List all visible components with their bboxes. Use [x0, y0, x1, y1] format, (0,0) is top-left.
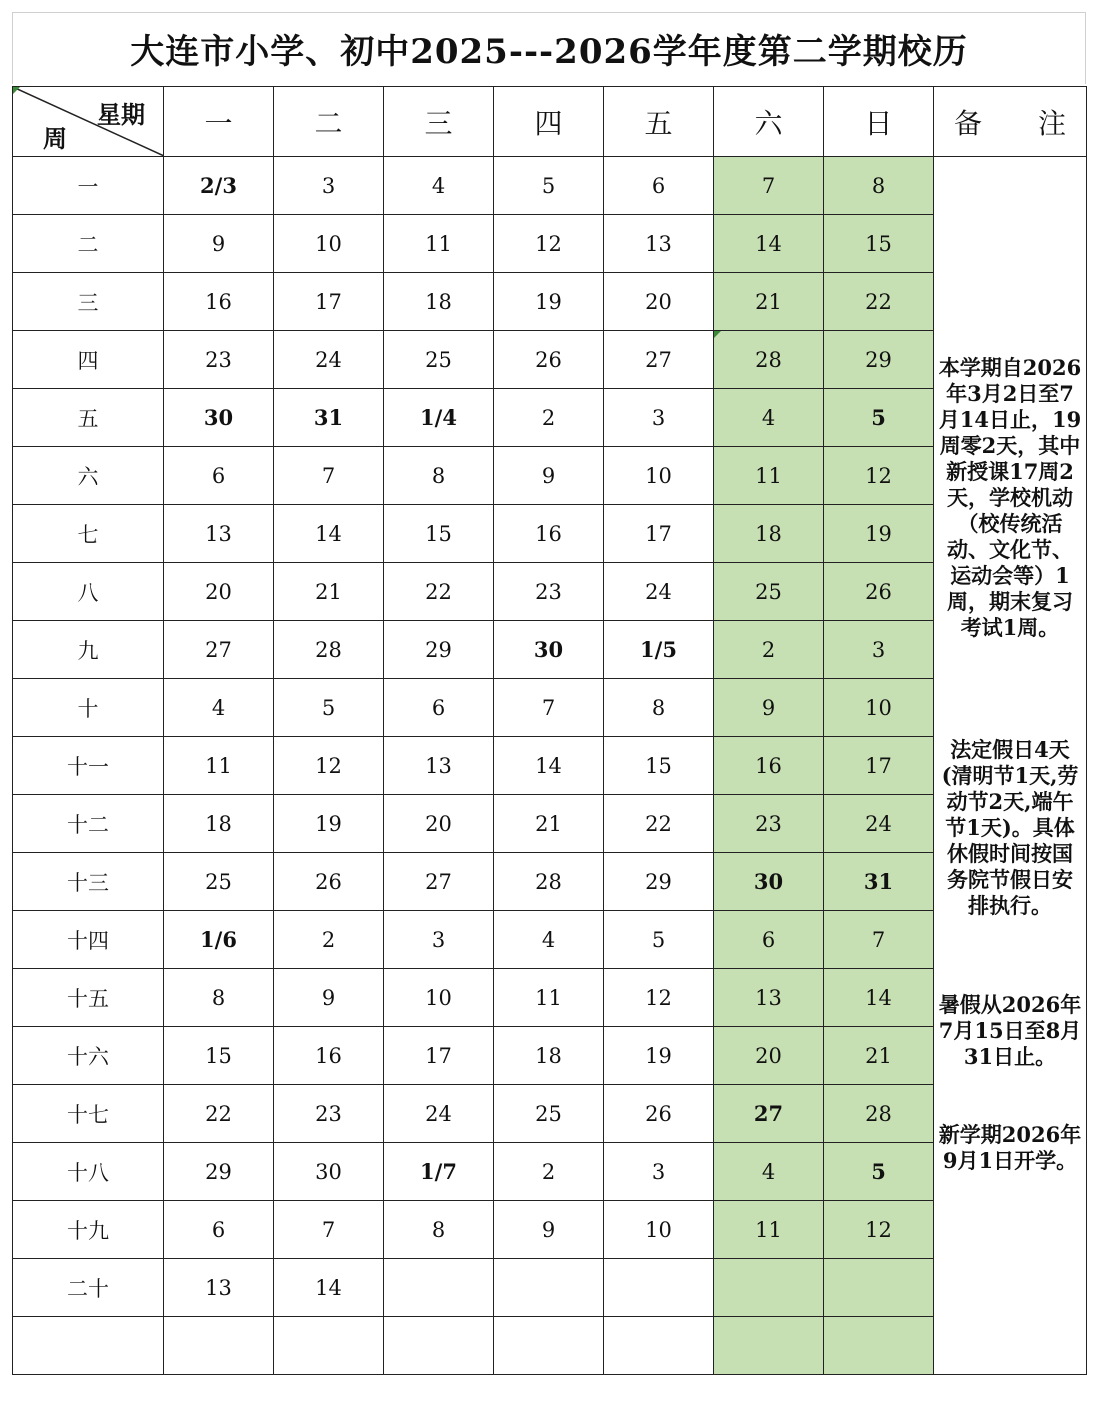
- date-cell: 29: [164, 1143, 274, 1201]
- date-cell: 13: [164, 1259, 274, 1317]
- weekend-date-cell: 14: [824, 969, 934, 1027]
- weekend-date-cell: 15: [824, 215, 934, 273]
- diagonal-header-cell: [13, 87, 164, 157]
- weekend-date-cell: 9: [714, 679, 824, 737]
- date-cell: 10: [604, 447, 714, 505]
- date-cell: 1/4: [384, 389, 494, 447]
- date-cell: [494, 1317, 604, 1375]
- weekend-date-cell: 25: [714, 563, 824, 621]
- date-cell: 25: [494, 1085, 604, 1143]
- week-row: [13, 505, 1087, 563]
- date-cell: 11: [164, 737, 274, 795]
- date-cell: 10: [274, 215, 384, 273]
- date-cell: 8: [384, 447, 494, 505]
- weekend-date-cell: 29: [824, 331, 934, 389]
- date-cell: 26: [604, 1085, 714, 1143]
- date-cell: 18: [164, 795, 274, 853]
- date-cell: 9: [494, 447, 604, 505]
- date-cell: 22: [604, 795, 714, 853]
- date-cell: 17: [604, 505, 714, 563]
- week-number-cell: 十九: [13, 1201, 164, 1259]
- weekend-date-cell: 26: [824, 563, 934, 621]
- date-cell: 30: [274, 1143, 384, 1201]
- weekend-date-cell: 4: [714, 389, 824, 447]
- note-paragraph: 新学期2026年9月1日开学。: [938, 1122, 1082, 1173]
- date-cell: 18: [384, 273, 494, 331]
- date-cell: 4: [384, 157, 494, 215]
- date-cell: 9: [274, 969, 384, 1027]
- weekend-date-cell: [714, 1259, 824, 1317]
- date-cell: 14: [494, 737, 604, 795]
- week-row: [13, 1317, 1087, 1375]
- date-cell: 29: [384, 621, 494, 679]
- week-number-cell: 二十: [13, 1259, 164, 1317]
- week-row: [13, 679, 1087, 737]
- date-cell: 12: [604, 969, 714, 1027]
- week-number-cell: 十: [13, 679, 164, 737]
- weekend-date-cell: [714, 1317, 824, 1375]
- date-cell: 13: [384, 737, 494, 795]
- weekday-header-wed: 三: [384, 87, 494, 157]
- date-cell: 9: [164, 215, 274, 273]
- weekend-date-cell: 18: [714, 505, 824, 563]
- week-row: [13, 331, 1087, 389]
- week-row: [13, 273, 1087, 331]
- date-cell: 27: [164, 621, 274, 679]
- date-cell: 6: [164, 447, 274, 505]
- week-row: [13, 447, 1087, 505]
- date-cell: [384, 1317, 494, 1375]
- date-cell: 6: [384, 679, 494, 737]
- date-cell: 7: [274, 447, 384, 505]
- weekday-header-thu: 四: [494, 87, 604, 157]
- date-cell: 23: [494, 563, 604, 621]
- date-cell: 21: [494, 795, 604, 853]
- date-cell: 13: [604, 215, 714, 273]
- weekend-date-cell: 5: [824, 389, 934, 447]
- date-cell: 16: [274, 1027, 384, 1085]
- week-row: [13, 737, 1087, 795]
- week-row: [13, 563, 1087, 621]
- date-cell: 8: [164, 969, 274, 1027]
- date-cell: 5: [604, 911, 714, 969]
- date-cell: 23: [274, 1085, 384, 1143]
- week-number-cell: 九: [13, 621, 164, 679]
- weekend-date-cell: 20: [714, 1027, 824, 1085]
- week-row: [13, 621, 1087, 679]
- date-cell: 21: [274, 563, 384, 621]
- date-cell: 28: [494, 853, 604, 911]
- weekend-date-cell: 16: [714, 737, 824, 795]
- date-cell: 13: [164, 505, 274, 563]
- date-cell: 2: [494, 389, 604, 447]
- date-cell: 16: [164, 273, 274, 331]
- weekend-date-cell: 11: [714, 1201, 824, 1259]
- weekend-date-cell: 24: [824, 795, 934, 853]
- date-cell: 2: [274, 911, 384, 969]
- date-cell: 11: [494, 969, 604, 1027]
- date-cell: 2: [494, 1143, 604, 1201]
- date-cell: 17: [274, 273, 384, 331]
- week-number-cell: 十四: [13, 911, 164, 969]
- weekend-date-cell: 4: [714, 1143, 824, 1201]
- week-row: [13, 215, 1087, 273]
- date-cell: 1/5: [604, 621, 714, 679]
- weekend-date-cell: 11: [714, 447, 824, 505]
- week-row: [13, 157, 1087, 215]
- week-number-cell: 八: [13, 563, 164, 621]
- date-cell: 10: [384, 969, 494, 1027]
- date-cell: 10: [604, 1201, 714, 1259]
- date-cell: 15: [604, 737, 714, 795]
- date-cell: 20: [604, 273, 714, 331]
- weekend-date-cell: 6: [714, 911, 824, 969]
- weekend-date-cell: 17: [824, 737, 934, 795]
- weekend-date-cell: 19: [824, 505, 934, 563]
- date-cell: 19: [494, 273, 604, 331]
- date-cell: 14: [274, 505, 384, 563]
- weekend-date-cell: 5: [824, 1143, 934, 1201]
- weekend-date-cell: 12: [824, 447, 934, 505]
- weekend-date-cell: 8: [824, 157, 934, 215]
- date-cell: 23: [164, 331, 274, 389]
- page-title: 大连市小学、初中2025---2026学年度第二学期校历: [12, 12, 1086, 84]
- date-cell: 24: [384, 1085, 494, 1143]
- date-cell: 14: [274, 1259, 384, 1317]
- date-cell: 20: [384, 795, 494, 853]
- note-paragraph: 暑假从2026年7月15日至8月31日止。: [938, 992, 1082, 1069]
- week-row: [13, 1085, 1087, 1143]
- date-cell: 6: [604, 157, 714, 215]
- weekend-date-cell: 27: [714, 1085, 824, 1143]
- date-cell: 12: [274, 737, 384, 795]
- date-cell: [604, 1259, 714, 1317]
- weekend-date-cell: [824, 1317, 934, 1375]
- weekday-header-fri: 五: [604, 87, 714, 157]
- week-number-cell: 十二: [13, 795, 164, 853]
- week-number-cell: 一: [13, 157, 164, 215]
- date-cell: 2/3: [164, 157, 274, 215]
- week-number-cell: 二: [13, 215, 164, 273]
- cell-corner-mark: [13, 87, 20, 94]
- date-cell: 15: [384, 505, 494, 563]
- date-cell: 5: [274, 679, 384, 737]
- weekday-axis-label: 星期: [97, 100, 145, 129]
- date-cell: [494, 1259, 604, 1317]
- date-cell: [384, 1259, 494, 1317]
- weekday-header-tue: 二: [274, 87, 384, 157]
- date-cell: [274, 1317, 384, 1375]
- weekend-date-cell: 7: [824, 911, 934, 969]
- weekend-date-cell: 2: [714, 621, 824, 679]
- date-cell: 11: [384, 215, 494, 273]
- note-paragraph: 本学期自2026年3月2日至7月14日止，19周零2天，其中新授课17周2天，学校机动（校传统活动、文化节、运动会等）1周，期末复习考试1周。: [938, 355, 1082, 640]
- weekday-header-sat: 六: [714, 87, 824, 157]
- date-cell: 8: [384, 1201, 494, 1259]
- week-number-cell: 十八: [13, 1143, 164, 1201]
- week-number-cell: 四: [13, 331, 164, 389]
- date-cell: 5: [494, 157, 604, 215]
- date-cell: 22: [164, 1085, 274, 1143]
- date-cell: 24: [274, 331, 384, 389]
- weekend-date-cell: 13: [714, 969, 824, 1027]
- date-cell: 22: [384, 563, 494, 621]
- date-cell: 3: [604, 389, 714, 447]
- date-cell: 30: [494, 621, 604, 679]
- week-row: [13, 795, 1087, 853]
- date-cell: 20: [164, 563, 274, 621]
- week-number-cell: 五: [13, 389, 164, 447]
- weekend-date-cell: 30: [714, 853, 824, 911]
- school-calendar-table: [12, 86, 1087, 1375]
- note-paragraph: 法定假日4天(清明节1天,劳动节2天,端午节1天)。具体休假时间按国务院节假日安排执行。: [941, 737, 1079, 918]
- weekend-date-cell: 14: [714, 215, 824, 273]
- date-cell: 16: [494, 505, 604, 563]
- date-cell: 6: [164, 1201, 274, 1259]
- week-number-cell: 三: [13, 273, 164, 331]
- weekend-date-cell: 21: [714, 273, 824, 331]
- week-row: [13, 1259, 1087, 1317]
- date-cell: 3: [384, 911, 494, 969]
- weekend-date-cell: 12: [824, 1201, 934, 1259]
- date-cell: 8: [604, 679, 714, 737]
- week-number-cell: [13, 1317, 164, 1375]
- weekend-date-cell: [824, 1259, 934, 1317]
- date-cell: [604, 1317, 714, 1375]
- week-number-cell: 七: [13, 505, 164, 563]
- date-cell: 12: [494, 215, 604, 273]
- date-cell: 4: [164, 679, 274, 737]
- week-number-cell: 六: [13, 447, 164, 505]
- cell-corner-mark: [714, 331, 721, 338]
- weekend-date-cell: 23: [714, 795, 824, 853]
- date-cell: 28: [274, 621, 384, 679]
- date-cell: 29: [604, 853, 714, 911]
- weekend-date-cell: 3: [824, 621, 934, 679]
- date-cell: 1/7: [384, 1143, 494, 1201]
- weekend-date-cell: 28: [824, 1085, 934, 1143]
- week-number-cell: 十三: [13, 853, 164, 911]
- week-row: [13, 969, 1087, 1027]
- date-cell: 17: [384, 1027, 494, 1085]
- date-cell: 19: [274, 795, 384, 853]
- date-cell: 4: [494, 911, 604, 969]
- weekend-date-cell: 22: [824, 273, 934, 331]
- date-cell: 26: [274, 853, 384, 911]
- weekend-date-cell: 28: [714, 331, 824, 389]
- date-cell: 7: [494, 679, 604, 737]
- week-row: [13, 1143, 1087, 1201]
- week-row: [13, 911, 1087, 969]
- notes-header: 备 注: [934, 87, 1087, 157]
- weekend-date-cell: 31: [824, 853, 934, 911]
- header-row: [13, 87, 1087, 157]
- week-row: [13, 853, 1087, 911]
- date-cell: 3: [604, 1143, 714, 1201]
- weekend-date-cell: 21: [824, 1027, 934, 1085]
- date-cell: [164, 1317, 274, 1375]
- weekend-date-cell: 7: [714, 157, 824, 215]
- date-cell: 19: [604, 1027, 714, 1085]
- date-cell: 27: [604, 331, 714, 389]
- week-number-cell: 十一: [13, 737, 164, 795]
- date-cell: 9: [494, 1201, 604, 1259]
- week-row: [13, 1201, 1087, 1259]
- weekday-header-mon: 一: [164, 87, 274, 157]
- date-cell: 24: [604, 563, 714, 621]
- date-cell: 18: [494, 1027, 604, 1085]
- date-cell: 3: [274, 157, 384, 215]
- notes-cell: [934, 157, 1087, 1375]
- date-cell: 7: [274, 1201, 384, 1259]
- date-cell: 25: [384, 331, 494, 389]
- week-axis-label: 周: [43, 124, 67, 153]
- week-row: [13, 389, 1087, 447]
- weekday-header-sun: 日: [824, 87, 934, 157]
- week-number-cell: 十五: [13, 969, 164, 1027]
- week-number-cell: 十六: [13, 1027, 164, 1085]
- date-cell: 15: [164, 1027, 274, 1085]
- date-cell: 1/6: [164, 911, 274, 969]
- week-number-cell: 十七: [13, 1085, 164, 1143]
- date-cell: 30: [164, 389, 274, 447]
- date-cell: 26: [494, 331, 604, 389]
- weekend-date-cell: 10: [824, 679, 934, 737]
- date-cell: 27: [384, 853, 494, 911]
- week-row: [13, 1027, 1087, 1085]
- date-cell: 25: [164, 853, 274, 911]
- date-cell: 31: [274, 389, 384, 447]
